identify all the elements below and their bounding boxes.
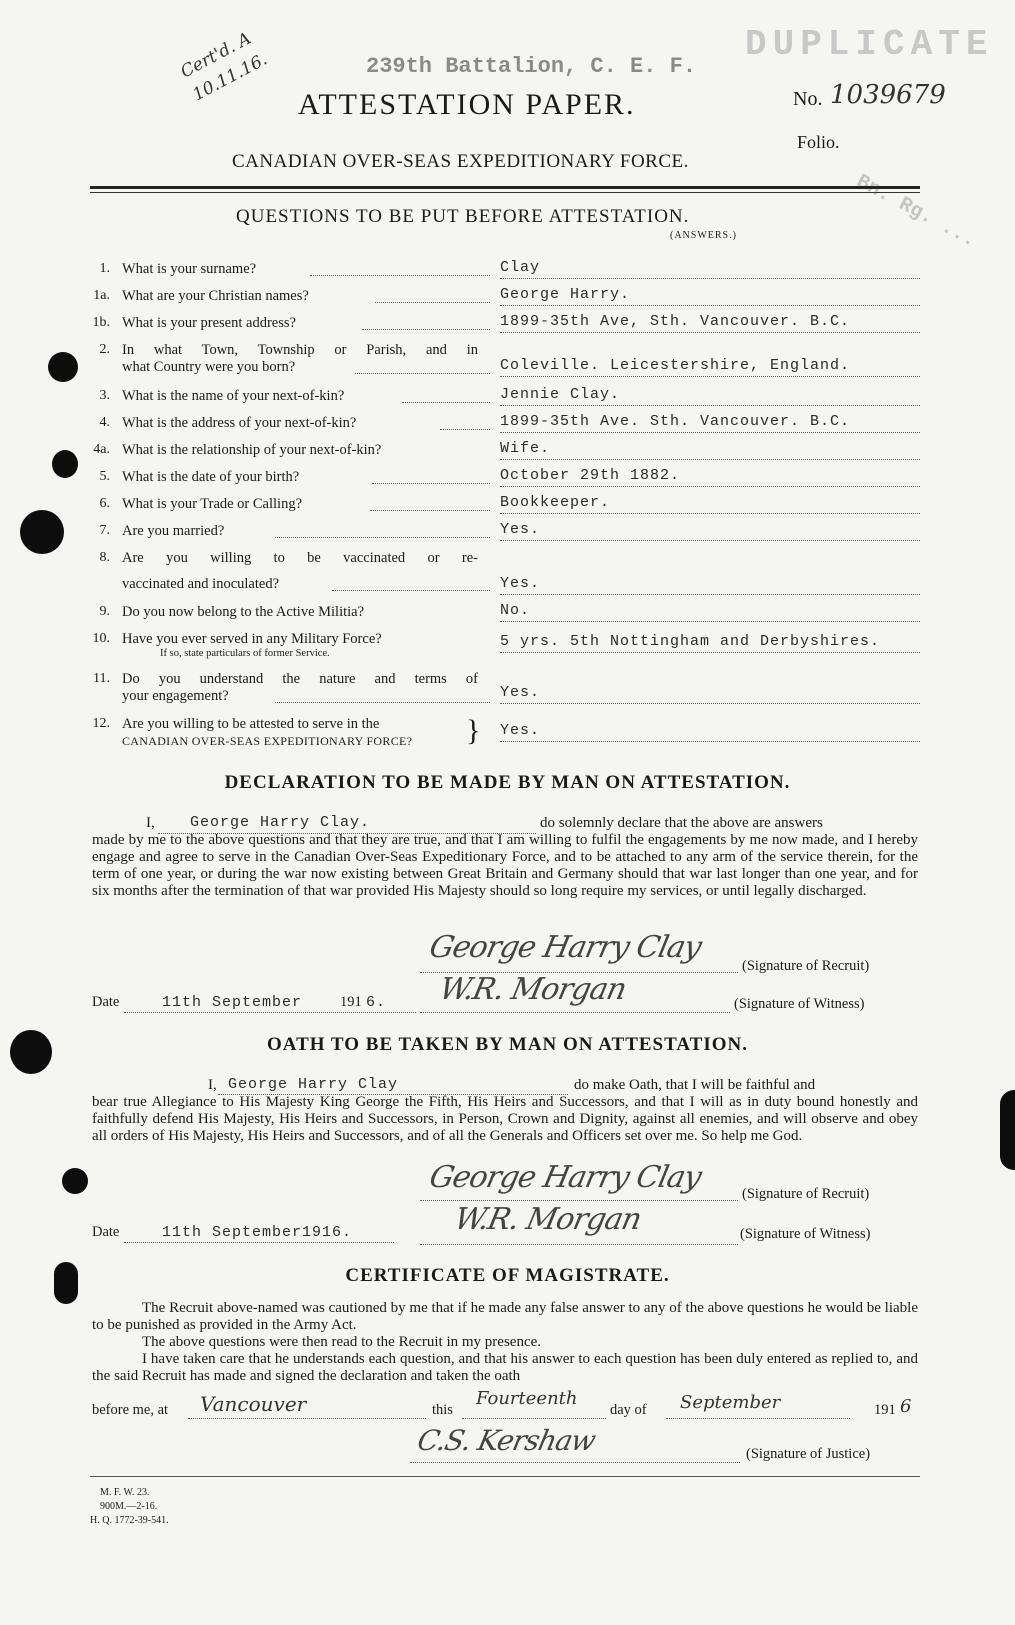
- question-text: Do you understand the nature and terms of: [122, 671, 478, 687]
- day-of-label: day of: [610, 1402, 647, 1418]
- year-prefix: 191: [874, 1402, 896, 1418]
- question-leader: [402, 402, 490, 403]
- year-suffix: 6.: [366, 994, 387, 1011]
- answer-text: Yes.: [500, 575, 541, 592]
- answer-text: 1899-35th Ave. Sth. Vancouver. B.C.: [500, 413, 851, 430]
- question-text: In what Town, Township or Parish, and in: [122, 342, 478, 358]
- questions-title: QUESTIONS TO BE PUT BEFORE ATTESTATION.: [236, 206, 690, 227]
- before-me-label: before me, at: [92, 1402, 169, 1418]
- certificate-p1: The Recruit above-named was cautioned by me that if he made any false answer to any of the above questions he would be liable to be punished as provided in the Army Act.: [92, 1300, 918, 1333]
- question-number: 12.: [92, 716, 110, 731]
- answer-text: Coleville. Leicestershire, England.: [500, 357, 851, 374]
- signature-line: [420, 1012, 730, 1013]
- question-leader: [362, 329, 490, 330]
- question-text: your engagement?: [122, 688, 229, 704]
- question-number: 4.: [99, 415, 110, 430]
- footer-form-code: M. F. W. 23.: [100, 1487, 150, 1498]
- question-leader: [370, 510, 490, 511]
- date-line: [124, 1012, 416, 1013]
- answer-text: Yes.: [500, 521, 541, 538]
- date-label: Date: [92, 1224, 120, 1240]
- number-value: 1039679: [830, 80, 946, 110]
- question-text: What is the relationship of your next-of-kin?: [122, 442, 382, 458]
- day-line: [462, 1418, 606, 1419]
- place-line: [188, 1418, 426, 1419]
- question-text: What is the address of your next-of-kin?: [122, 415, 357, 431]
- answer-line: [500, 621, 920, 622]
- question-text: Are you willing to be attested to serve in the: [122, 716, 380, 732]
- witness-signature-label: (Signature of Witness): [734, 996, 865, 1012]
- question-leader: [310, 275, 490, 276]
- side-stamp: Bn. Rg. ...: [852, 170, 980, 253]
- answer-line: [500, 459, 920, 460]
- question-text: What is your surname?: [122, 261, 257, 277]
- punch-hole: [52, 450, 78, 478]
- date-label: Date: [92, 994, 120, 1010]
- question-text: Are you married?: [122, 523, 225, 539]
- question-number: 1b.: [92, 315, 110, 330]
- question-text: Are you willing to be vaccinated or re-: [122, 550, 478, 566]
- page-subtitle: CANADIAN OVER-SEAS EXPEDITIONARY FORCE.: [232, 151, 689, 172]
- recruit-signature-label: (Signature of Recruit): [742, 958, 870, 974]
- question-text: What is your present address?: [122, 315, 296, 331]
- question-number: 2.: [99, 342, 110, 357]
- header-rule-thin: [90, 192, 920, 193]
- question-number: 11.: [93, 671, 110, 686]
- declaration-prefix: I,: [146, 815, 155, 831]
- question-text: What is your Trade or Calling?: [122, 496, 303, 512]
- oath-body: bear true Allegiance to His Majesty King George the Fifth, His Heirs and Successors, and that I will as in duty bound honestly and faithfully defend His Majesty, His Heirs and Successors, in Person, Crown and Dignity, against all enemies, and will observe and obey all orders of His Majesty, His Heirs and Successors, and of all the Generals and Officers set over me. So help me God.: [92, 1094, 918, 1144]
- folio-label: Folio.: [797, 132, 840, 152]
- question-number: 8.: [99, 550, 110, 565]
- day-value: Fourteenth: [476, 1388, 578, 1409]
- answer-line: [500, 432, 920, 433]
- answers-label: (ANSWERS.): [670, 230, 737, 241]
- oath-title: OATH TO BE TAKEN BY MAN ON ATTESTATION.: [266, 1034, 749, 1055]
- question-number: 10.: [92, 631, 110, 646]
- this-label: this: [432, 1402, 453, 1418]
- year-suffix: 6: [900, 1396, 912, 1417]
- year-prefix: 191: [340, 994, 362, 1010]
- oath-text-after-name: do make Oath, that I will be faithful and: [574, 1077, 816, 1093]
- answer-text: Yes.: [500, 722, 541, 739]
- answer-text: Clay: [500, 259, 541, 276]
- witness-signature: W.R. Morgan: [451, 1202, 645, 1237]
- question-leader: [275, 537, 490, 538]
- answer-text: 1899-35th Ave, Sth. Vancouver. B.C.: [500, 313, 851, 330]
- question-text: What are your Christian names?: [122, 288, 309, 304]
- answer-line: [500, 741, 920, 742]
- declaration-title: DECLARATION TO BE MADE BY MAN ON ATTESTATION.: [224, 772, 791, 793]
- oath-prefix: I,: [208, 1077, 217, 1093]
- answer-line: [500, 513, 920, 514]
- margin-note: Cert'd. A 10.11.16.: [177, 28, 271, 106]
- number-label: No.: [793, 88, 823, 110]
- answer-text: Wife.: [500, 440, 551, 457]
- question-number: 7.: [99, 523, 110, 538]
- answer-text: George Harry.: [500, 286, 631, 303]
- answer-text: Bookkeeper.: [500, 494, 611, 511]
- place-value: Vancouver: [200, 1392, 307, 1416]
- question-number: 1a.: [93, 288, 110, 303]
- date-line: [124, 1242, 394, 1243]
- signature-line: [420, 1244, 738, 1245]
- question-number: 5.: [99, 469, 110, 484]
- date-value: 11th September: [162, 994, 303, 1011]
- answer-line: [500, 405, 920, 406]
- signature-line: [410, 1462, 740, 1463]
- recruit-signature-label: (Signature of Recruit): [742, 1186, 870, 1202]
- question-number: 6.: [99, 496, 110, 511]
- header-rule-thick: [90, 186, 920, 189]
- question-text: CANADIAN OVER-SEAS EXPEDITIONARY FORCE?: [122, 734, 413, 748]
- duplicate-stamp: DUPLICATE: [745, 24, 994, 65]
- footer-rule: [90, 1476, 920, 1477]
- witness-signature: W.R. Morgan: [436, 972, 630, 1007]
- question-text: What is the date of your birth?: [122, 469, 300, 485]
- month-line: [666, 1418, 850, 1419]
- question-leader: [372, 483, 490, 484]
- declaration-body: made by me to the above questions and that they are true, and that I am willing to fulfil the engagements by me now made, and I hereby engage and agree to serve in the Canadian Over-Seas Expeditionary Force, and to be attached to any arm of the service therein, for the term of one year, or during the war now existing between Great Britain and Germany should that war last longer than one year, and for six months after the termination of that war provided His Majesty should so long require my services, or until legally discharged.: [92, 832, 918, 899]
- answer-line: [500, 594, 920, 595]
- justice-signature-label: (Signature of Justice): [746, 1446, 871, 1462]
- certificate-title: CERTIFICATE OF MAGISTRATE.: [345, 1265, 670, 1286]
- answer-line: [500, 703, 920, 704]
- oath-name: George Harry Clay: [228, 1076, 399, 1093]
- date-value: 11th September1916.: [162, 1224, 353, 1241]
- question-text: vaccinated and inoculated?: [122, 576, 280, 592]
- answer-line: [500, 486, 920, 487]
- question-text: Do you now belong to the Active Militia?: [122, 604, 365, 620]
- page-title: ATTESTATION PAPER.: [298, 88, 636, 121]
- question-number: 4a.: [93, 442, 110, 457]
- question-number: 3.: [99, 388, 110, 403]
- battalion-stamp: 239th Battalion, C. E. F.: [366, 54, 697, 79]
- signature-line: [420, 1200, 738, 1201]
- certificate-p2: The above questions were then read to the Recruit in my presence.: [142, 1334, 542, 1350]
- question-note: If so, state particulars of former Service.: [160, 648, 330, 659]
- punch-hole: [20, 510, 64, 554]
- recruit-signature: George Harry Clay: [426, 930, 704, 965]
- answer-line: [500, 278, 920, 279]
- month-value: September: [680, 1392, 781, 1413]
- answer-text: No.: [500, 602, 531, 619]
- answer-text: 5 yrs. 5th Nottingham and Derbyshires.: [500, 633, 881, 650]
- question-leader: [440, 429, 490, 430]
- certificate-p3: I have taken care that he understands each question, and that his answer to each question has been duly entered as replied to, and the said Recruit has made and signed the declaration and taken the oath: [92, 1351, 918, 1384]
- answer-line: [500, 540, 920, 541]
- answer-line: [500, 376, 920, 377]
- answer-text: October 29th 1882.: [500, 467, 681, 484]
- punch-hole: [1000, 1090, 1015, 1170]
- recruit-signature: George Harry Clay: [426, 1160, 704, 1195]
- answer-text: Yes.: [500, 684, 541, 701]
- punch-hole: [62, 1168, 88, 1194]
- answer-text: Jennie Clay.: [500, 386, 621, 403]
- question-number: 1.: [99, 261, 110, 276]
- question-leader: [375, 302, 490, 303]
- declaration-name: George Harry Clay.: [190, 814, 371, 831]
- punch-hole: [48, 352, 78, 382]
- answer-line: [500, 652, 920, 653]
- question-text: what Country were you born?: [122, 359, 296, 375]
- question-leader: [275, 702, 490, 703]
- answer-line: [500, 305, 920, 306]
- footer-hq-ref: H. Q. 1772-39-541.: [90, 1515, 169, 1526]
- question-leader: [332, 590, 490, 591]
- question-leader: [355, 373, 490, 374]
- question-number: 9.: [99, 604, 110, 619]
- answer-line: [500, 332, 920, 333]
- witness-signature-label: (Signature of Witness): [740, 1226, 871, 1242]
- declaration-text-after-name: do solemnly declare that the above are answers: [540, 815, 823, 831]
- justice-signature: C.S. Kershaw: [414, 1424, 599, 1457]
- question-bracket: }: [466, 714, 481, 747]
- footer-print-run: 900M.—2-16.: [100, 1501, 158, 1512]
- question-text: Have you ever served in any Military Force?: [122, 631, 382, 647]
- question-text: What is the name of your next-of-kin?: [122, 388, 345, 404]
